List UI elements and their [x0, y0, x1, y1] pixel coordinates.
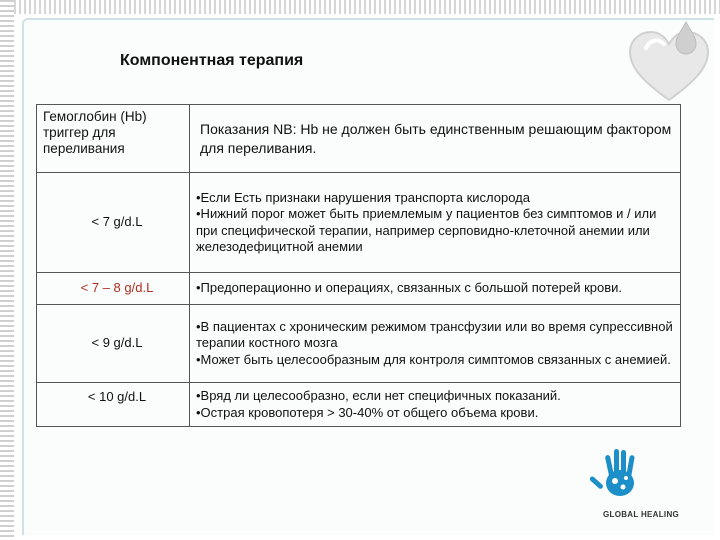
indications-cell: [190, 273, 681, 305]
indications-cell: [190, 305, 681, 383]
indication-line: •Может быть целесообразным для контроля симптомов связанных с анемией.: [196, 351, 671, 367]
table-row: [37, 305, 681, 383]
table-header-row: [37, 105, 681, 173]
threshold-cell: [37, 273, 190, 305]
therapy-table: [36, 104, 681, 427]
brand-name: GLOBAL HEALING: [603, 510, 680, 519]
indication-line: •Вряд ли целесообразно, если нет специфичных показаний.: [196, 388, 561, 404]
indication-line: •В пациентах с хроническим режимом трансфузии или во время супрессивной терапии костного мозга: [196, 319, 673, 351]
indication-line: •Предоперационно и операциях, связанных с большой потерей крови.: [196, 280, 623, 296]
hand-icon: [590, 445, 650, 505]
threshold-cell: [37, 383, 190, 427]
dotted-top-border: [14, 0, 720, 14]
table-row: [37, 383, 681, 427]
indications-cell: [190, 173, 681, 273]
threshold-cell: [37, 173, 190, 273]
dotted-left-border: [0, 0, 14, 540]
threshold-value: < 7 g/d.L: [91, 214, 143, 230]
header-indications-cell: Показания NB: Hb не должен быть единственным решающим фактором для переливания.: [190, 105, 681, 173]
threshold-value: < 7 – 8 g/d.L: [80, 280, 154, 296]
threshold-value: < 9 g/d.L: [91, 335, 143, 351]
heart-drop-icon: [624, 20, 714, 108]
threshold-cell: [37, 305, 190, 383]
indications-cell: [190, 383, 681, 427]
table-row: [37, 273, 681, 305]
table-row: [37, 173, 681, 273]
indication-line: •Нижний порог может быть приемлемым у пациентов без симптомов и / или при специфической терапии, например серповидно-клеточной анемии или железодефицитной анемии: [196, 206, 657, 254]
indication-line: •Если Есть признаки нарушения транспорта кислорода: [196, 190, 530, 205]
page-title: Компонентная терапия: [120, 52, 304, 69]
threshold-value: < 10 g/d.L: [87, 389, 147, 404]
indication-line: •Острая кровопотеря > 30-40% от общего объема крови.: [196, 404, 539, 420]
header-trigger-cell: Гемоглобин (Hb) триггер для переливания: [37, 105, 190, 173]
